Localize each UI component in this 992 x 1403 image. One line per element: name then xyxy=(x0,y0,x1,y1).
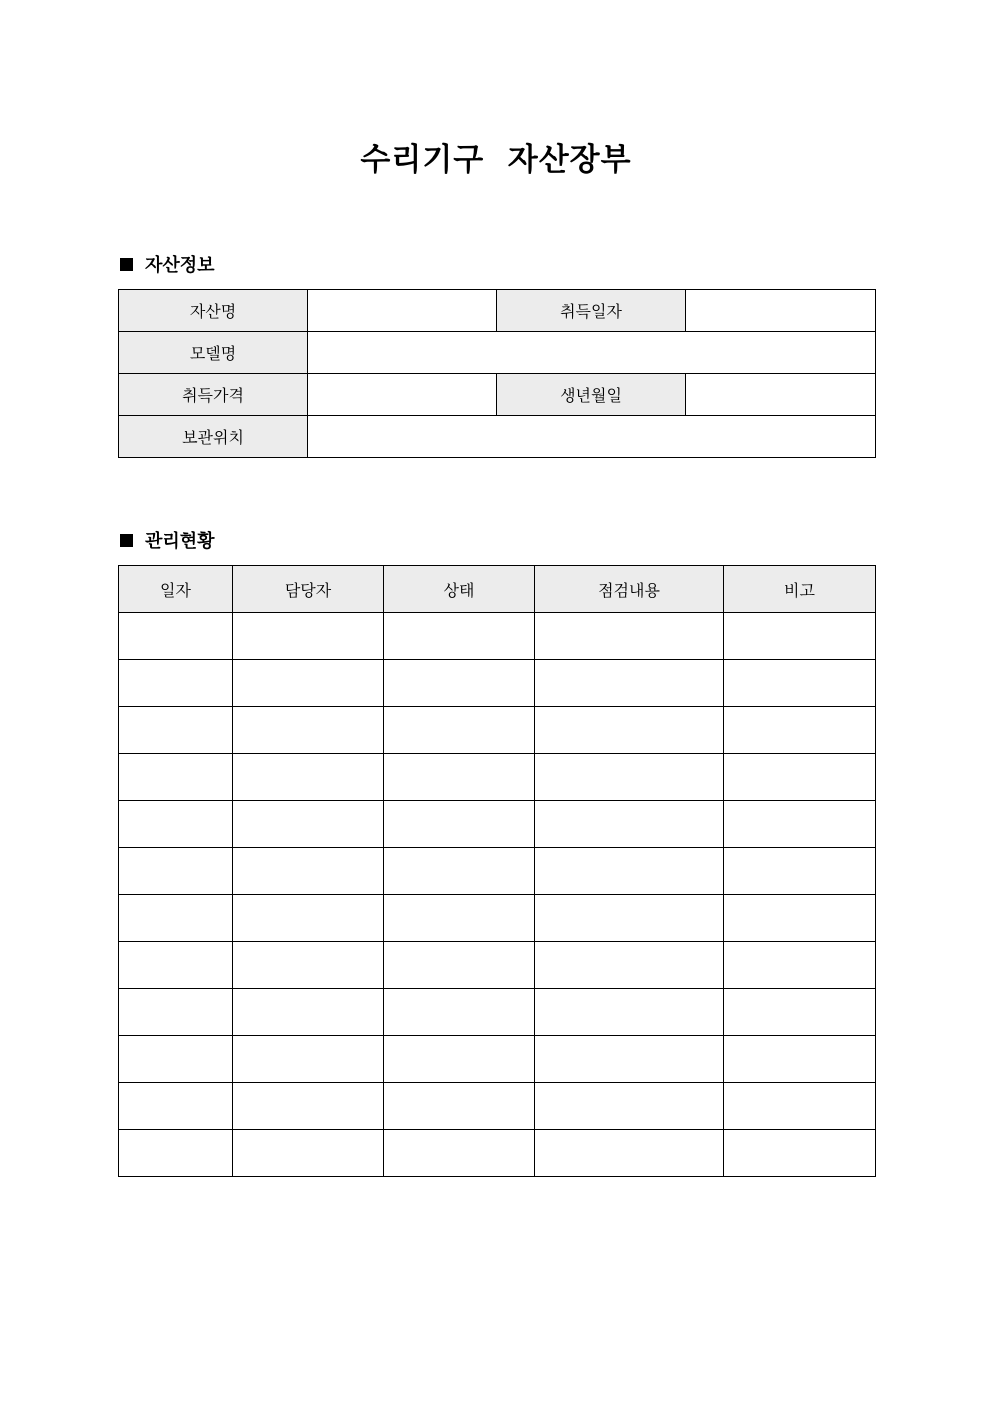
cell-manager[interactable] xyxy=(233,801,384,848)
cell-status[interactable] xyxy=(384,848,535,895)
cell-remarks[interactable] xyxy=(724,754,876,801)
cell-inspection[interactable] xyxy=(535,848,724,895)
cell-manager[interactable] xyxy=(233,989,384,1036)
cell-manager[interactable] xyxy=(233,754,384,801)
cell-remarks[interactable] xyxy=(724,848,876,895)
model-name-label: 모델명 xyxy=(119,332,308,374)
cell-manager[interactable] xyxy=(233,660,384,707)
table-row xyxy=(119,613,876,660)
cell-manager[interactable] xyxy=(233,1130,384,1177)
table-row xyxy=(119,848,876,895)
cell-inspection[interactable] xyxy=(535,754,724,801)
cell-status[interactable] xyxy=(384,707,535,754)
management-table xyxy=(118,565,876,1177)
management-table-body xyxy=(119,613,876,1177)
table-row xyxy=(119,332,876,374)
cell-inspection[interactable] xyxy=(535,1130,724,1177)
manufacture-date-label: 생년월일 xyxy=(497,374,686,416)
table-header-row xyxy=(119,566,876,613)
cell-inspection[interactable] xyxy=(535,613,724,660)
cell-manager[interactable] xyxy=(233,1083,384,1130)
cell-remarks[interactable] xyxy=(724,707,876,754)
asset-info-heading xyxy=(118,252,215,276)
cell-date[interactable] xyxy=(119,1036,233,1083)
cell-manager[interactable] xyxy=(233,1036,384,1083)
cell-manager[interactable] xyxy=(233,942,384,989)
square-bullet-icon xyxy=(120,258,133,271)
cell-status[interactable] xyxy=(384,754,535,801)
cell-remarks[interactable] xyxy=(724,1130,876,1177)
model-name-field[interactable] xyxy=(308,332,876,374)
table-row xyxy=(119,801,876,848)
asset-info-heading-label: 자산정보 xyxy=(145,255,215,276)
cell-inspection[interactable] xyxy=(535,942,724,989)
cell-status[interactable] xyxy=(384,1036,535,1083)
column-header-date: 일자 xyxy=(119,566,233,613)
cell-date[interactable] xyxy=(119,613,233,660)
acquisition-date-field[interactable] xyxy=(686,290,876,332)
square-bullet-icon xyxy=(120,534,133,547)
cell-remarks[interactable] xyxy=(724,660,876,707)
cell-date[interactable] xyxy=(119,942,233,989)
cell-inspection[interactable] xyxy=(535,660,724,707)
management-heading-label: 관리현황 xyxy=(145,531,215,552)
cell-remarks[interactable] xyxy=(724,1083,876,1130)
cell-date[interactable] xyxy=(119,1130,233,1177)
cell-status[interactable] xyxy=(384,660,535,707)
cell-remarks[interactable] xyxy=(724,989,876,1036)
storage-location-label: 보관위치 xyxy=(119,416,308,458)
cell-date[interactable] xyxy=(119,707,233,754)
column-header-remarks: 비고 xyxy=(724,566,876,613)
acquisition-price-label: 취득가격 xyxy=(119,374,308,416)
column-header-inspection: 점검내용 xyxy=(535,566,724,613)
asset-name-label: 자산명 xyxy=(119,290,308,332)
cell-status[interactable] xyxy=(384,895,535,942)
cell-date[interactable] xyxy=(119,754,233,801)
cell-date[interactable] xyxy=(119,801,233,848)
cell-date[interactable] xyxy=(119,660,233,707)
cell-inspection[interactable] xyxy=(535,707,724,754)
asset-info-table xyxy=(118,289,876,458)
storage-location-field[interactable] xyxy=(308,416,876,458)
cell-manager[interactable] xyxy=(233,895,384,942)
cell-status[interactable] xyxy=(384,942,535,989)
cell-status[interactable] xyxy=(384,1083,535,1130)
cell-manager[interactable] xyxy=(233,707,384,754)
table-row xyxy=(119,895,876,942)
cell-status[interactable] xyxy=(384,989,535,1036)
cell-inspection[interactable] xyxy=(535,1083,724,1130)
table-row xyxy=(119,989,876,1036)
cell-date[interactable] xyxy=(119,848,233,895)
table-row xyxy=(119,660,876,707)
manufacture-date-field[interactable] xyxy=(686,374,876,416)
cell-manager[interactable] xyxy=(233,848,384,895)
table-row xyxy=(119,374,876,416)
cell-remarks[interactable] xyxy=(724,942,876,989)
cell-status[interactable] xyxy=(384,801,535,848)
table-row xyxy=(119,1130,876,1177)
cell-status[interactable] xyxy=(384,613,535,660)
cell-status[interactable] xyxy=(384,1130,535,1177)
cell-remarks[interactable] xyxy=(724,895,876,942)
cell-remarks[interactable] xyxy=(724,613,876,660)
cell-inspection[interactable] xyxy=(535,989,724,1036)
table-row xyxy=(119,754,876,801)
table-row xyxy=(119,290,876,332)
cell-inspection[interactable] xyxy=(535,801,724,848)
column-header-status: 상태 xyxy=(384,566,535,613)
cell-inspection[interactable] xyxy=(535,1036,724,1083)
table-row xyxy=(119,1036,876,1083)
cell-date[interactable] xyxy=(119,895,233,942)
cell-manager[interactable] xyxy=(233,613,384,660)
table-row xyxy=(119,707,876,754)
page-title: 수리기구 자산장부 xyxy=(360,142,632,178)
table-row xyxy=(119,1083,876,1130)
asset-name-field[interactable] xyxy=(308,290,497,332)
management-heading xyxy=(118,528,215,552)
acquisition-date-label: 취득일자 xyxy=(497,290,686,332)
cell-remarks[interactable] xyxy=(724,1036,876,1083)
cell-inspection[interactable] xyxy=(535,895,724,942)
cell-date[interactable] xyxy=(119,1083,233,1130)
acquisition-price-field[interactable] xyxy=(308,374,497,416)
cell-remarks[interactable] xyxy=(724,801,876,848)
table-row xyxy=(119,942,876,989)
column-header-manager: 담당자 xyxy=(233,566,384,613)
cell-date[interactable] xyxy=(119,989,233,1036)
table-row xyxy=(119,416,876,458)
